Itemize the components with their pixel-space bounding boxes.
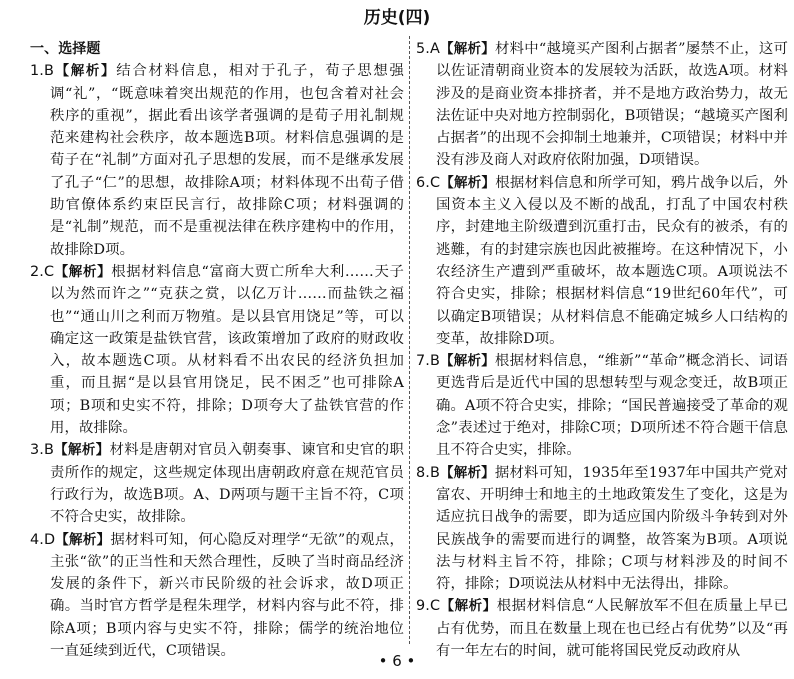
answer-number: 3.: [30, 442, 44, 459]
answer-number: 5.: [416, 41, 430, 57]
analysis-text: 材料中“越境买产图利占据者”屡禁不止，这可以佐证清朝商业资本的发展较为活跃，故选A项。材料涉及的是商业资本排挤者，并不是地方政治势力，故无法佐证中央对地方控制弱化，B项错误；“越境买产图利占据者”的出现不会抑制土地兼并，C项错误；材料中并没有涉及商人对政府依附加强，D项错误。: [436, 41, 788, 169]
analysis-tag: 【解析】: [54, 263, 112, 280]
analysis-tag: 【解析】: [53, 63, 117, 80]
answer-choice: B: [43, 442, 54, 459]
answer-choice: B: [429, 353, 440, 370]
answer-choice: C: [429, 174, 441, 191]
analysis-text: 根据材料信息“人民解放军不但在质量上早已占有优势，而且在数量上现在也已经占有优势”以及“再有一年左右的时间，就可能将国民党反动政府从: [436, 598, 789, 660]
right-column: [416, 38, 789, 660]
column-divider: [409, 36, 410, 644]
analysis-text: 据材料可知，1935年至1937年中国共产党对富农、开明绅士和地主的土地政策发生了变化，这是为适应抗日战争的需要，即为适应国内阶级斗争转到对外民族战争的需要而进行的调整，故答案为B项。A项说法与材料主旨不符，排除；C项与材料涉及的时间不符，排除；D项说法从材料中无法得出，排除。: [436, 464, 788, 593]
answer-number: 4.: [30, 531, 44, 548]
analysis-tag: 【解析】: [439, 353, 495, 370]
answer-number: 6.: [416, 174, 430, 191]
page-number: • 6 •: [378, 652, 416, 670]
answer-item-1: [30, 60, 404, 261]
answer-number: 2.: [30, 263, 44, 280]
analysis-tag: 【解析】: [439, 464, 495, 481]
page-title: 历史(四): [363, 8, 431, 28]
answer-number: 8.: [416, 464, 430, 481]
analysis-text: 结合材料信息，相对于孔子，荀子思想强调“礼”，“既意味着突出规范的作用，也包含着对社会秩序的重视”，据此看出该学者强调的是荀子用礼制规范来建构社会秩序，故本题选B项。材料信息强调的是荀子在“礼制”方面对孔子思想的发展，而不是继承发展了孔子“仁”的思想，故排除A项；材料体现不出荀子借助官僚体系约束臣民言行，故排除C项；材料强调的是“礼制”规范，而不是重视法律在秩序建构中的作用，故排除D项。: [50, 63, 404, 258]
analysis-text: 据材料可知，何心隐反对理学“无欲”的观点，主张“欲”的正当性和天然合理性，反映了当时商品经济发展的条件下，新兴市民阶级的社会诉求，故D项正确。当时官方哲学是程朱理学，材料内容与此不符，排除A项；B项内容与史实不符，排除；儒学的统治地位一直延续到近代，C项错误。: [50, 531, 404, 660]
analysis-text: 根据材料信息“富商大贾亡所牟大利……天子以为然而许之”“克获之赏，以亿万计……而盐铁之福也”“通山川之利而万物殖。是以县官用饶足”等，可以确定这一政策是盐铁官营，该政策增加了政府的财政收入，故本题选C项。从材料看不出农民的经济负担加重，而且据“是以县官用饶足，民不困乏”也可排除A项；B项和史实不符，排除；D项夸大了盐铁官营的作用，故排除。: [50, 263, 404, 437]
answer-item-3: [30, 439, 404, 528]
answer-choice: C: [43, 263, 55, 280]
answer-number: 7.: [416, 353, 430, 370]
answer-choice: C: [429, 598, 441, 615]
left-column: [30, 38, 404, 660]
answer-item-8: [416, 462, 788, 596]
section-heading: 一、选择题: [30, 41, 101, 57]
analysis-tag: 【解析】: [439, 41, 495, 57]
analysis-tag: 【解析】: [440, 598, 497, 615]
answer-number: 9.: [416, 598, 430, 615]
analysis-text: 根据材料信息，“维新”“革命”概念消长、词语更选背后是近代中国的思想转型与观念变迁，故B项正确。A项不符合史实，排除；“国民普遍接受了革命的观念”表述过于绝对，排除C项；D项所述不符合题干信息且不符合史实，排除。: [436, 353, 788, 459]
answer-choice: A: [429, 41, 440, 57]
answer-number: 1.: [30, 63, 44, 80]
analysis-tag: 【解析】: [53, 442, 110, 459]
answer-item-7: [416, 350, 788, 461]
answer-choice: B: [429, 464, 440, 481]
analysis-tag: 【解析】: [440, 174, 496, 191]
answer-item-5: [416, 38, 788, 172]
answer-choice: D: [43, 531, 56, 548]
answer-choice: B: [43, 63, 54, 80]
answer-item-4: [30, 529, 404, 663]
answer-item-6: [416, 172, 788, 350]
answer-item-2: [30, 261, 404, 439]
analysis-text: 根据材料信息和所学可知，鸦片战争以后，外国资本主义入侵以及不断的战乱，打乱了中国农村秩序，封建地主阶级遭到沉重打击，民众有的被杀，有的逃難，有的封建宗族也因此被摧垮。在这种情况下，小农经济生产遭到严重破坏，故本题选C项。A项说法不符合史实，排除；根据材料信息“19世纪60年代”，可以确定B项错误；从材料信息不能确定城乡人口结构的变革，故排除D项。: [436, 174, 788, 347]
analysis-text: 材料是唐朝对官员入朝奏事、谏官和史官的职责所作的规定，这些规定体现出唐朝政府意在规范官员行政行为，故选B项。A、D两项与题干主旨不符，C项不符合史实，故排除。: [50, 442, 404, 526]
analysis-tag: 【解析】: [55, 531, 111, 548]
